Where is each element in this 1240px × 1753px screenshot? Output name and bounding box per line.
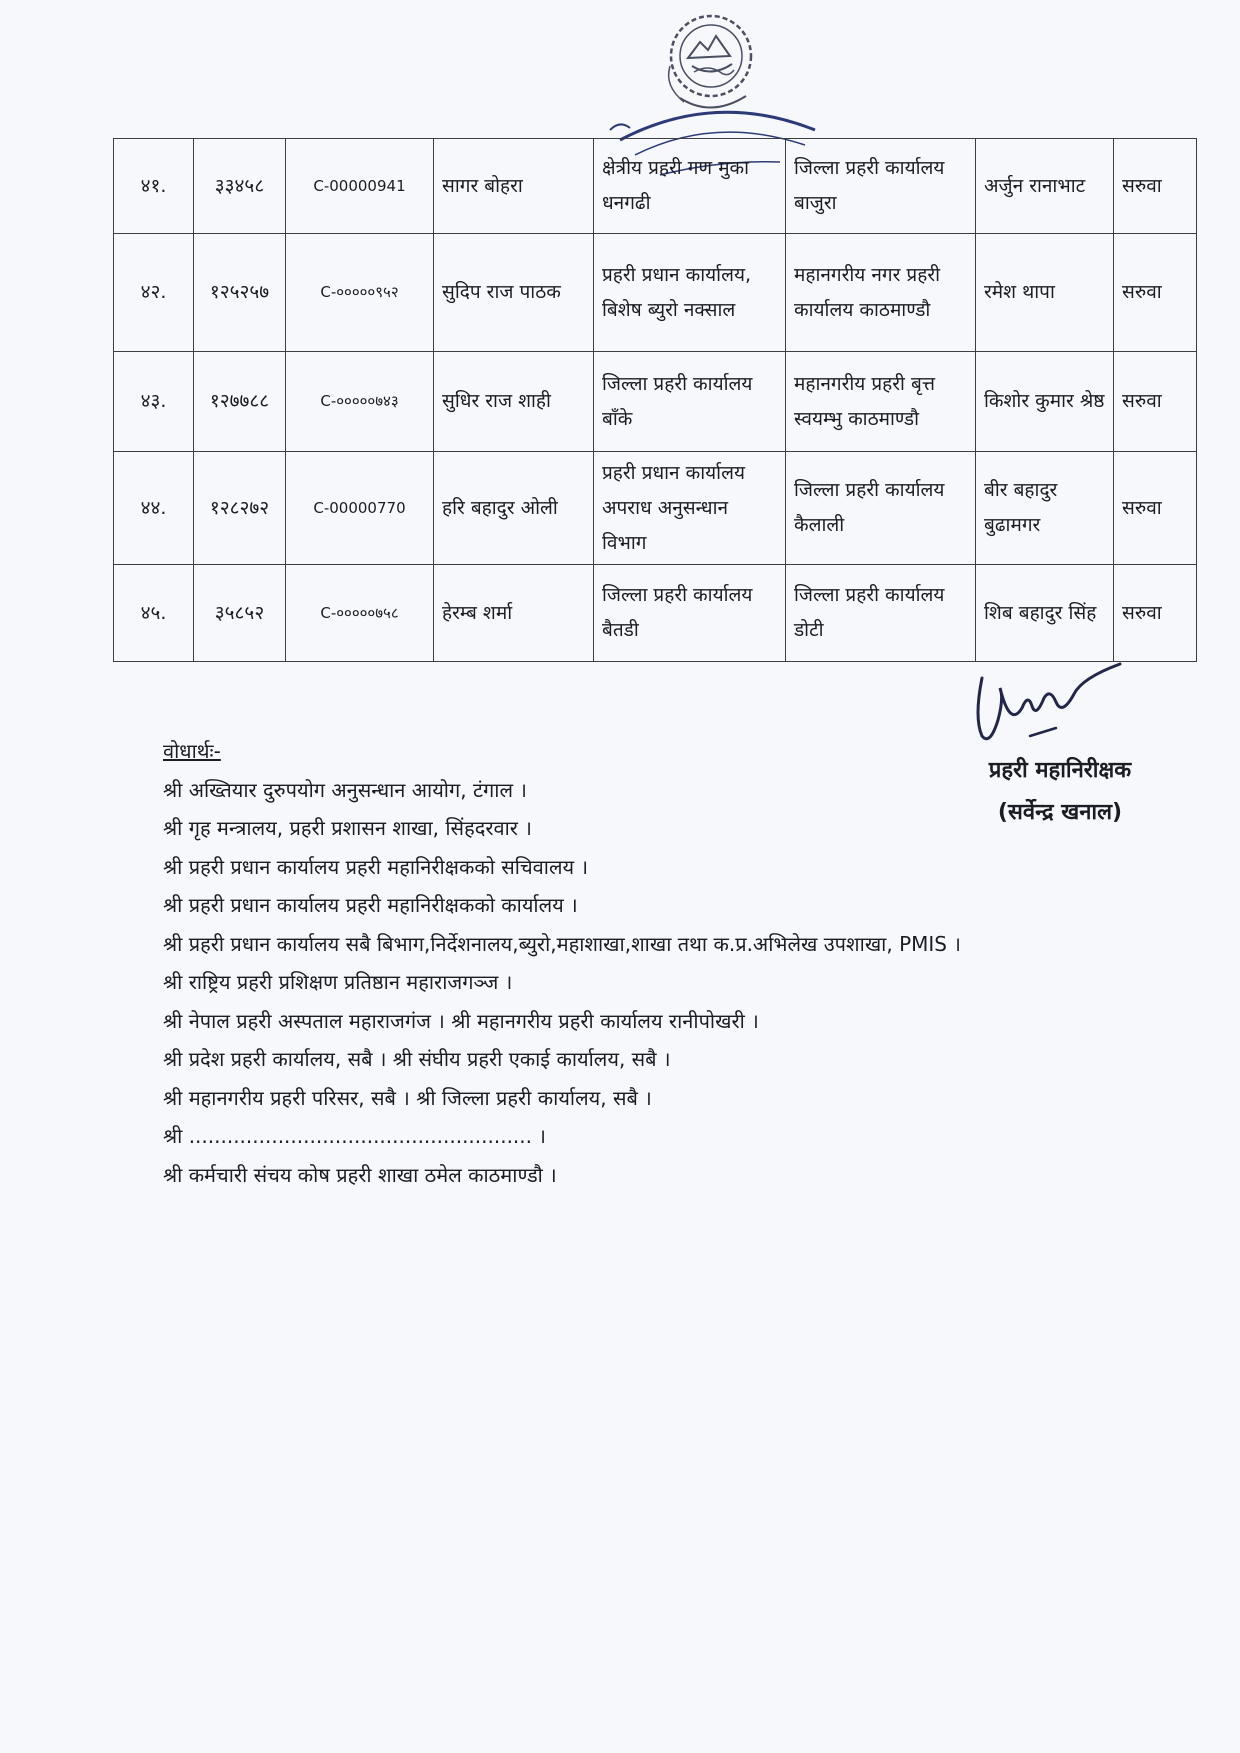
table-row	[114, 352, 1197, 452]
action-cell: सरुवा	[1114, 452, 1197, 565]
from-office-cell: जिल्ला प्रहरी कार्यालय बाँके	[594, 352, 786, 452]
name-cell: सागर बोहरा	[434, 139, 594, 234]
action-cell: सरुवा	[1114, 565, 1197, 662]
replacement-cell: अर्जुन रानाभाट	[976, 139, 1114, 234]
to-office-cell: महानगरीय नगर प्रहरी कार्यालय काठमाण्डौ	[786, 234, 976, 352]
employee-id-cell: १२८२७२	[194, 452, 286, 565]
serial-number-cell: ४२.	[114, 234, 194, 352]
to-office-cell: जिल्ला प्रहरी कार्यालय कैलाली	[786, 452, 976, 565]
employee-id-cell: १२५२५७	[194, 234, 286, 352]
from-office-cell: जिल्ला प्रहरी कार्यालय बैतडी	[594, 565, 786, 662]
replacement-cell: रमेश थापा	[976, 234, 1114, 352]
serial-number-cell: ४५.	[114, 565, 194, 662]
replacement-cell: शिब बहादुर सिंह	[976, 565, 1114, 662]
signatory-title: प्रहरी महानिरीक्षक	[988, 758, 1132, 783]
table-row	[114, 452, 1197, 565]
cc-line: श्री प्रहरी प्रधान कार्यालय सबै बिभाग,निर्देशनालय,ब्युरो,महाशाखा,शाखा तथा क.प्र.अभिलेख उपशाखा, PMIS ।	[163, 931, 961, 956]
code-cell: C-०००००७४३	[286, 352, 434, 452]
cc-line: श्री नेपाल प्रहरी अस्पताल महाराजगंज । श्री महानगरीय प्रहरी कार्यालय रानीपोखरी ।	[163, 1008, 759, 1033]
signatory-block	[940, 750, 1180, 834]
action-cell: सरुवा	[1114, 139, 1197, 234]
serial-number-cell: ४१.	[114, 139, 194, 234]
name-cell: सुदिप राज पाठक	[434, 234, 594, 352]
to-office-cell: जिल्ला प्रहरी कार्यालय डोटी	[786, 565, 976, 662]
from-office-cell: प्रहरी प्रधान कार्यालय अपराध अनुसन्धान विभाग	[594, 452, 786, 565]
name-cell: हरि बहादुर ओली	[434, 452, 594, 565]
from-office-cell: क्षेत्रीय प्रहरी गण मुका धनगढी	[594, 139, 786, 234]
cc-line: श्री प्रदेश प्रहरी कार्यालय, सबै । श्री संघीय प्रहरी एकाई कार्यालय, सबै ।	[163, 1047, 671, 1071]
cc-list	[163, 732, 961, 1194]
code-cell: C-00000770	[286, 452, 434, 565]
employee-id-cell: १२७७८८	[194, 352, 286, 452]
to-office-cell: जिल्ला प्रहरी कार्यालय बाजुरा	[786, 139, 976, 234]
cc-line: श्री महानगरीय प्रहरी परिसर, सबै । श्री जिल्ला प्रहरी कार्यालय, सबै ।	[163, 1085, 652, 1110]
cc-line: श्री गृह मन्त्रालय, प्रहरी प्रशासन शाखा, सिंहदरवार ।	[163, 816, 532, 840]
replacement-cell: किशोर कुमार श्रेष्ठ	[976, 352, 1114, 452]
transfer-table	[113, 138, 1197, 662]
replacement-cell: बीर बहादुर बुढामगर	[976, 452, 1114, 565]
signatory-name: (सर्वेन्द्र खनाल)	[997, 800, 1123, 825]
employee-id-cell: ३३४५८	[194, 139, 286, 234]
cc-line: श्री कर्मचारी संचय कोष प्रहरी शाखा ठमेल काठमाण्डौ ।	[163, 1162, 557, 1187]
cc-line: श्री प्रहरी प्रधान कार्यालय प्रहरी महानिरीक्षकको सचिवालय ।	[163, 854, 589, 879]
table-row	[114, 234, 1197, 352]
cc-line: श्री प्रहरी प्रधान कार्यालय प्रहरी महानिरीक्षकको कार्यालय ।	[163, 893, 578, 917]
signature	[970, 658, 1130, 758]
name-cell: हेरम्ब शर्मा	[434, 565, 594, 662]
serial-number-cell: ४३.	[114, 352, 194, 452]
table-row	[114, 139, 1197, 234]
name-cell: सुधिर राज शाही	[434, 352, 594, 452]
cc-line: श्री राष्ट्रिय प्रहरी प्रशिक्षण प्रतिष्ठान महाराजगञ्ज ।	[163, 970, 513, 994]
employee-id-cell: ३५८५२	[194, 565, 286, 662]
code-cell: C-०००००९५२	[286, 234, 434, 352]
serial-number-cell: ४४.	[114, 452, 194, 565]
cc-line: श्री ...................................................... ।	[163, 1124, 546, 1148]
code-cell: C-०००००७५८	[286, 565, 434, 662]
code-cell: C-00000941	[286, 139, 434, 234]
from-office-cell: प्रहरी प्रधान कार्यालय, बिशेष ब्युरो नक्साल	[594, 234, 786, 352]
action-cell: सरुवा	[1114, 234, 1197, 352]
cc-title: वोधार्थः-	[163, 739, 221, 763]
cc-line: श्री अख्तियार दुरुपयोग अनुसन्धान आयोग, टंगाल ।	[163, 777, 527, 802]
to-office-cell: महानगरीय प्रहरी बृत्त स्वयम्भु काठमाण्डौ	[786, 352, 976, 452]
table-row	[114, 565, 1197, 662]
action-cell: सरुवा	[1114, 352, 1197, 452]
